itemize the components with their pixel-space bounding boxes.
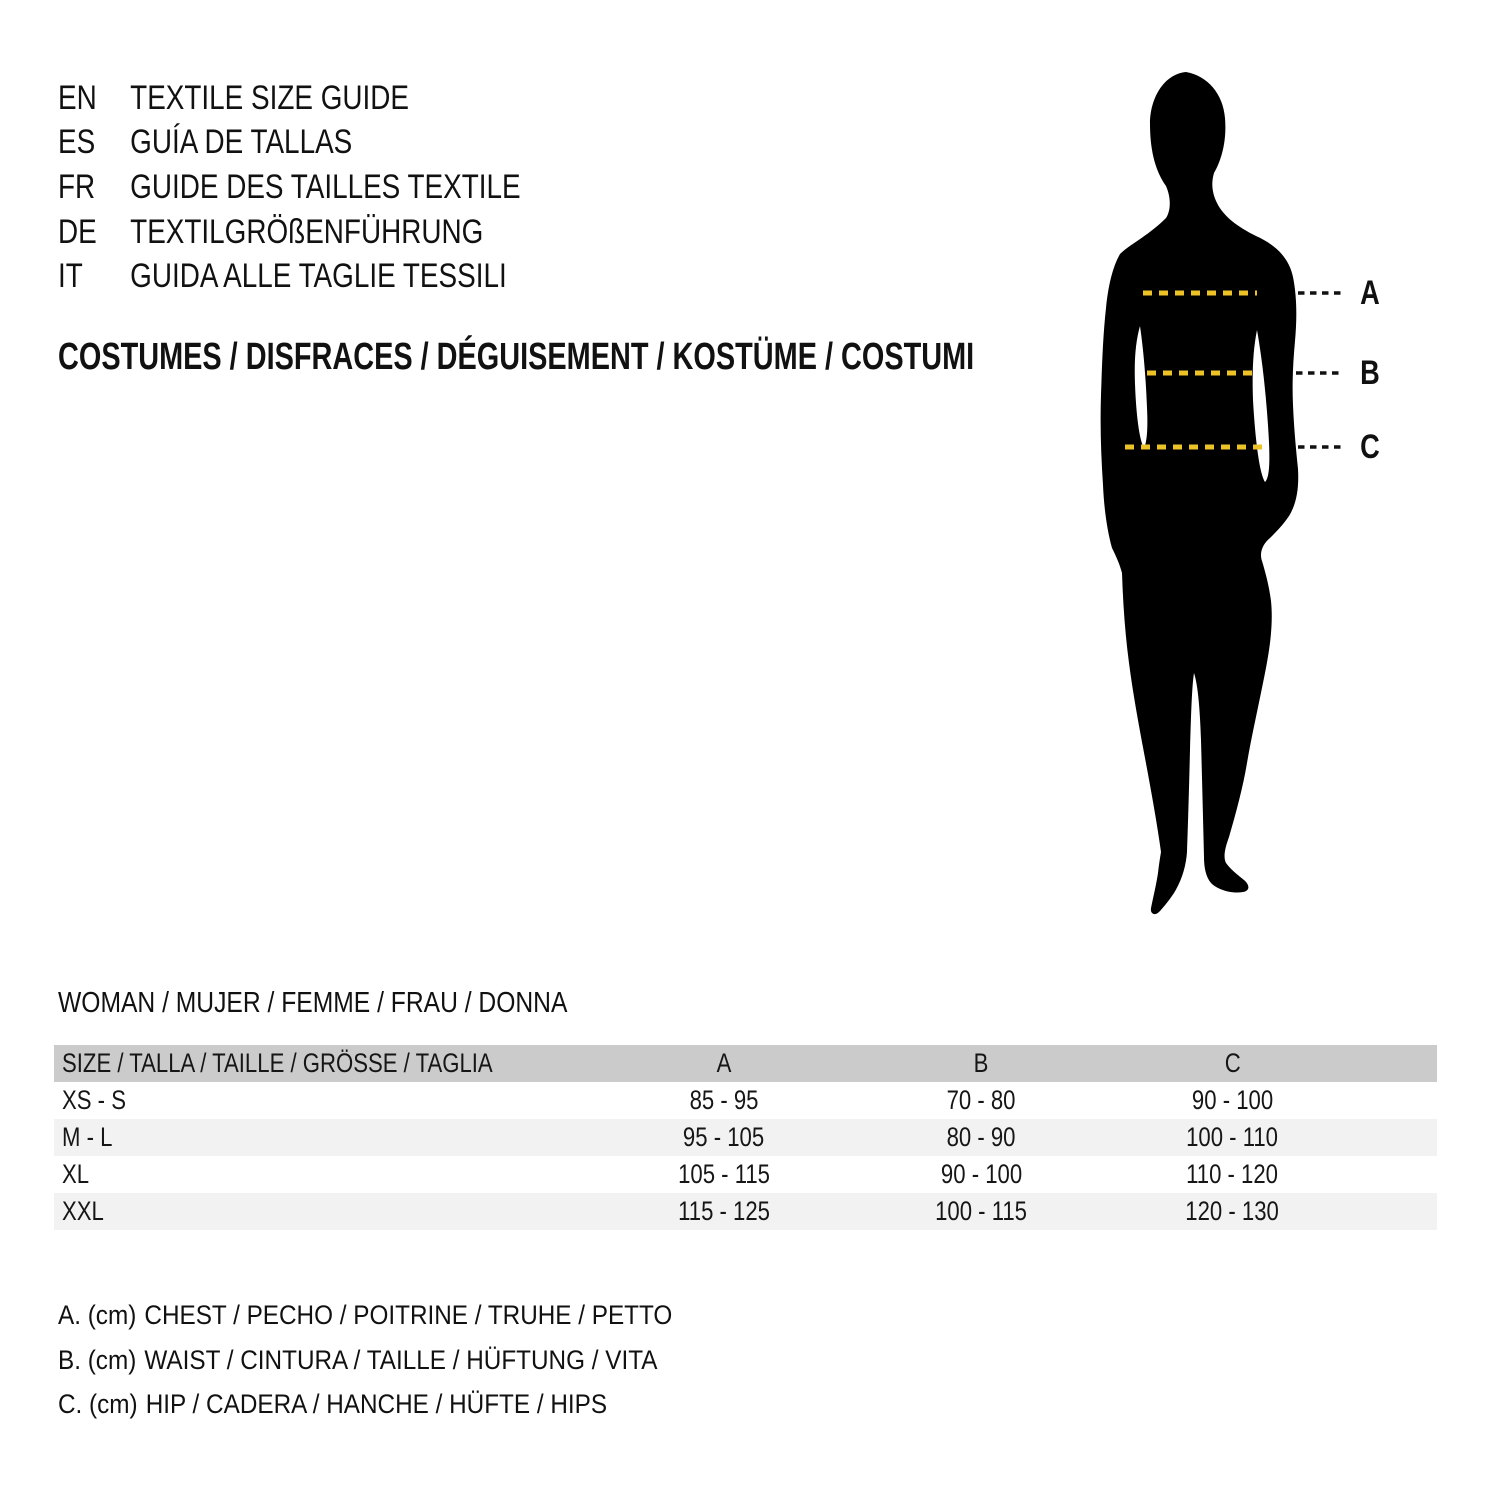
lang-row-en xyxy=(58,76,521,121)
waist-cell: 90 - 100 xyxy=(940,1159,1023,1189)
measure-label-b: B xyxy=(1360,354,1380,392)
chest-cell: 95 - 105 xyxy=(683,1122,765,1152)
lang-title: GUIDA ALLE TAGLIE TESSILI xyxy=(130,257,507,296)
table-row-xs-s xyxy=(54,1082,1437,1119)
size-cell: XXL xyxy=(62,1196,104,1226)
lang-title: TEXTILE SIZE GUIDE xyxy=(130,78,410,117)
hip-cell: 110 - 120 xyxy=(1186,1159,1279,1189)
note-hip xyxy=(58,1383,672,1428)
note-waist xyxy=(58,1338,672,1383)
size-cell: XS - S xyxy=(62,1085,126,1115)
waist-cell: 70 - 80 xyxy=(947,1085,1016,1115)
note-text: CHEST / PECHO / POITRINE / TRUHE / PETTO xyxy=(144,1299,673,1330)
table-row-m-l xyxy=(54,1119,1437,1156)
lang-row-de xyxy=(58,210,521,255)
chest-cell: 115 - 125 xyxy=(678,1196,770,1226)
hip-cell: 90 - 100 xyxy=(1191,1085,1274,1115)
size-cell: XL xyxy=(62,1159,90,1189)
hip-cell: 120 - 130 xyxy=(1185,1196,1280,1226)
header-size: SIZE / TALLA / TAILLE / GRÖSSE / TAGLIA xyxy=(62,1048,493,1078)
table-row-xl xyxy=(54,1156,1437,1193)
header-col-c: C xyxy=(1224,1048,1241,1078)
note-marker: A. (cm) xyxy=(58,1299,137,1330)
language-title-list xyxy=(58,76,521,299)
woman-silhouette xyxy=(1101,72,1299,914)
chest-cell: 85 - 95 xyxy=(689,1085,759,1115)
measurement-figure xyxy=(1060,60,1500,960)
lang-title: GUÍA DE TALLAS xyxy=(130,123,353,162)
table-section-title: WOMAN / MUJER / FEMME / FRAU / DONNA xyxy=(58,987,568,1019)
lang-row-fr xyxy=(58,165,521,210)
note-marker: C. (cm) xyxy=(58,1389,138,1420)
hip-cell: 100 - 110 xyxy=(1186,1122,1279,1152)
header-col-a: A xyxy=(716,1048,732,1078)
note-text: HIP / CADERA / HANCHE / HÜFTE / HIPS xyxy=(145,1389,608,1420)
table-row-xxl xyxy=(54,1193,1437,1230)
chest-cell: 105 - 115 xyxy=(678,1159,770,1189)
size-table-header-row xyxy=(54,1045,1437,1082)
measurement-notes xyxy=(58,1293,672,1427)
woman-silhouette-svg xyxy=(1060,60,1500,960)
measure-label-c: C xyxy=(1360,428,1380,466)
measure-label-a: A xyxy=(1360,274,1380,312)
category-title: COSTUMES / DISFRACES / DÉGUISEMENT / KOSTÜME / COSTUMI xyxy=(58,336,975,378)
lang-code: FR xyxy=(58,167,96,206)
note-text: WAIST / CINTURA / TAILLE / HÜFTUNG / VITA xyxy=(144,1344,658,1375)
note-marker: B. (cm) xyxy=(58,1344,137,1375)
header-col-b: B xyxy=(974,1048,989,1078)
lang-code: ES xyxy=(58,123,96,162)
lang-title: TEXTILGRÖßENFÜHRUNG xyxy=(130,212,484,251)
size-table xyxy=(54,1045,1437,1230)
lang-row-es xyxy=(58,121,521,166)
note-chest xyxy=(58,1293,672,1338)
waist-cell: 80 - 90 xyxy=(947,1122,1016,1152)
lang-row-it xyxy=(58,254,521,299)
size-cell: M - L xyxy=(62,1122,113,1152)
lang-code: EN xyxy=(58,78,97,117)
lang-code: IT xyxy=(58,257,83,296)
lang-title: GUIDE DES TAILLES TEXTILE xyxy=(130,167,521,206)
waist-cell: 100 - 115 xyxy=(935,1196,1028,1226)
lang-code: DE xyxy=(58,212,97,251)
